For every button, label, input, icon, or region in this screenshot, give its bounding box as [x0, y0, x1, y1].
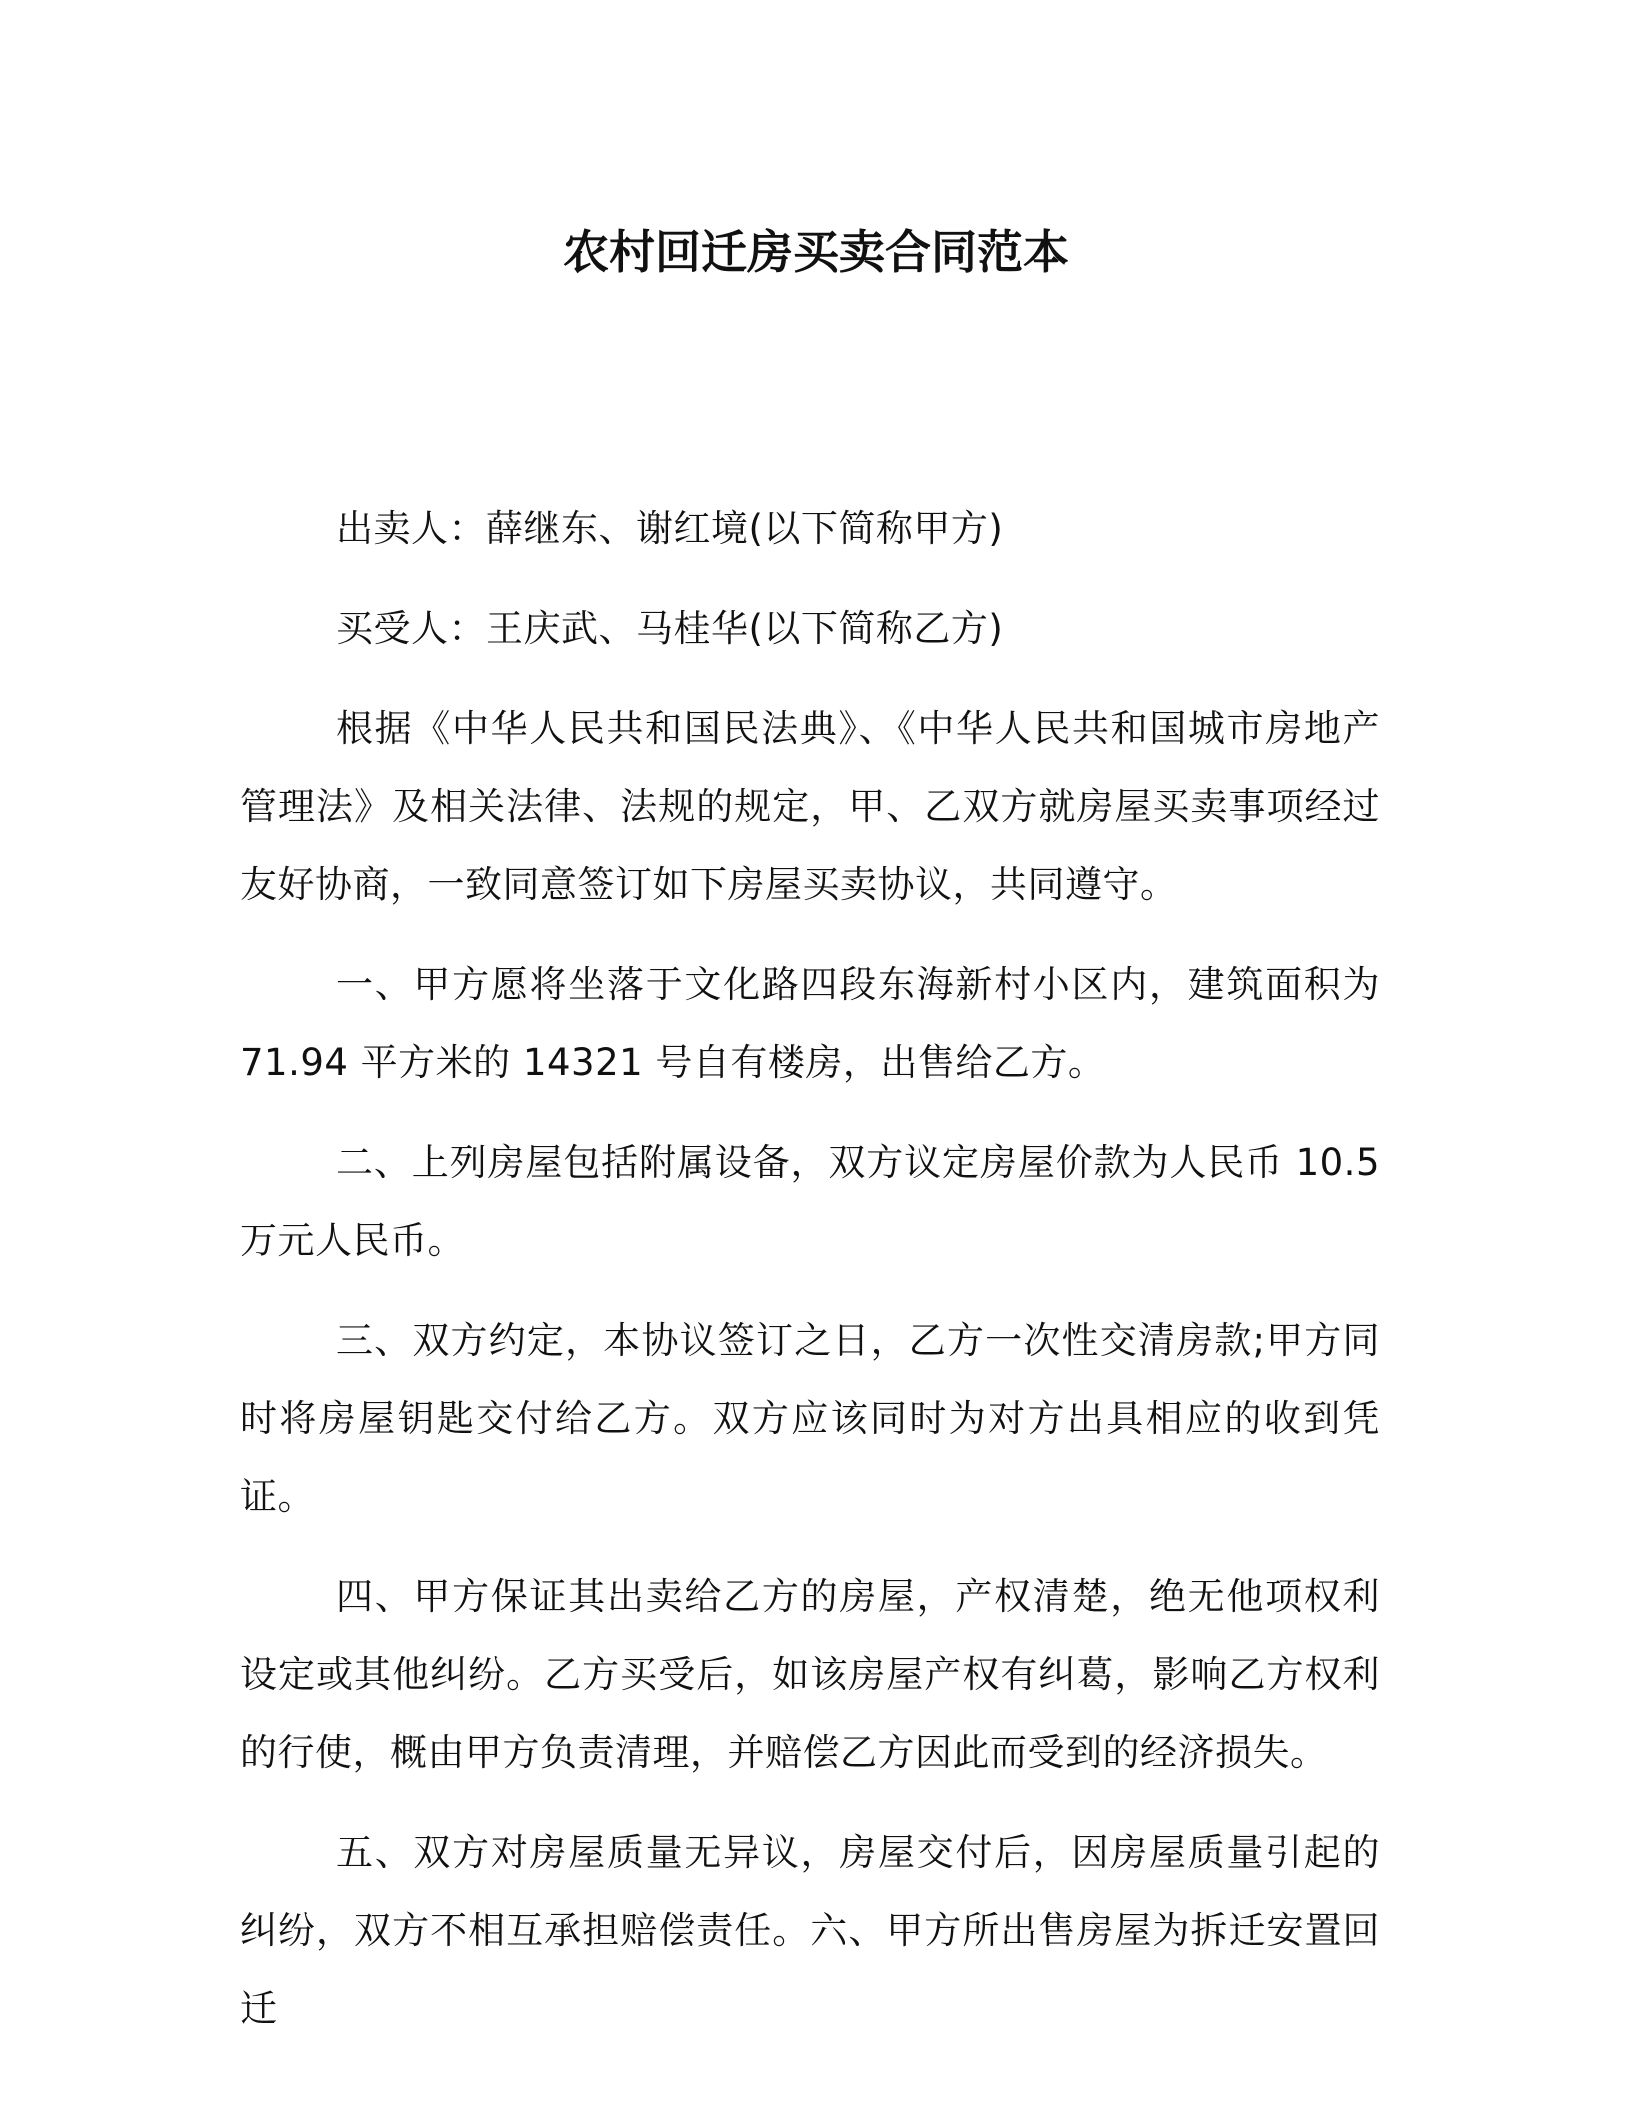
clause-paragraph: 五、双方对房屋质量无异议，房屋交付后，因房屋质量引起的纠纷，双方不相互承担赔偿责任。六、甲方所出售房屋为拆迁安置回迁	[240, 1831, 1380, 2030]
clause-paragraph: 二、上列房屋包括附属设备，双方议定房屋价款为人民币 10.5 万元人民币。	[240, 1141, 1380, 1262]
document-body	[240, 490, 1380, 2070]
preamble-paragraph: 根据《中华人民共和国民法典》、《中华人民共和国城市房地产管理法》及相关法律、法规的规定，甲、乙双方就房屋买卖事项经过友好协商，一致同意签订如下房屋买卖协议，共同遵守。	[240, 707, 1380, 906]
buyer-line: 买受人：王庆武、马桂华(以下简称乙方)	[336, 607, 1004, 650]
document-title: 农村回迁房买卖合同范本	[563, 225, 1069, 279]
seller-line: 出卖人：薛继东、谢红境(以下简称甲方)	[336, 507, 1004, 550]
clause-paragraph: 四、甲方保证其出卖给乙方的房屋，产权清楚，绝无他项权利设定或其他纠纷。乙方买受后，如该房屋产权有纠葛，影响乙方权利的行使，概由甲方负责清理，并赔偿乙方因此而受到的经济损失。	[240, 1575, 1380, 1774]
clause-paragraph: 一、甲方愿将坐落于文化路四段东海新村小区内，建筑面积为 71.94 平方米的 14321 号自有楼房，出售给乙方。	[240, 963, 1380, 1084]
clause-paragraph: 三、双方约定，本协议签订之日，乙方一次性交清房款;甲方同时将房屋钥匙交付给乙方。双方应该同时为对方出具相应的收到凭证。	[240, 1319, 1380, 1518]
